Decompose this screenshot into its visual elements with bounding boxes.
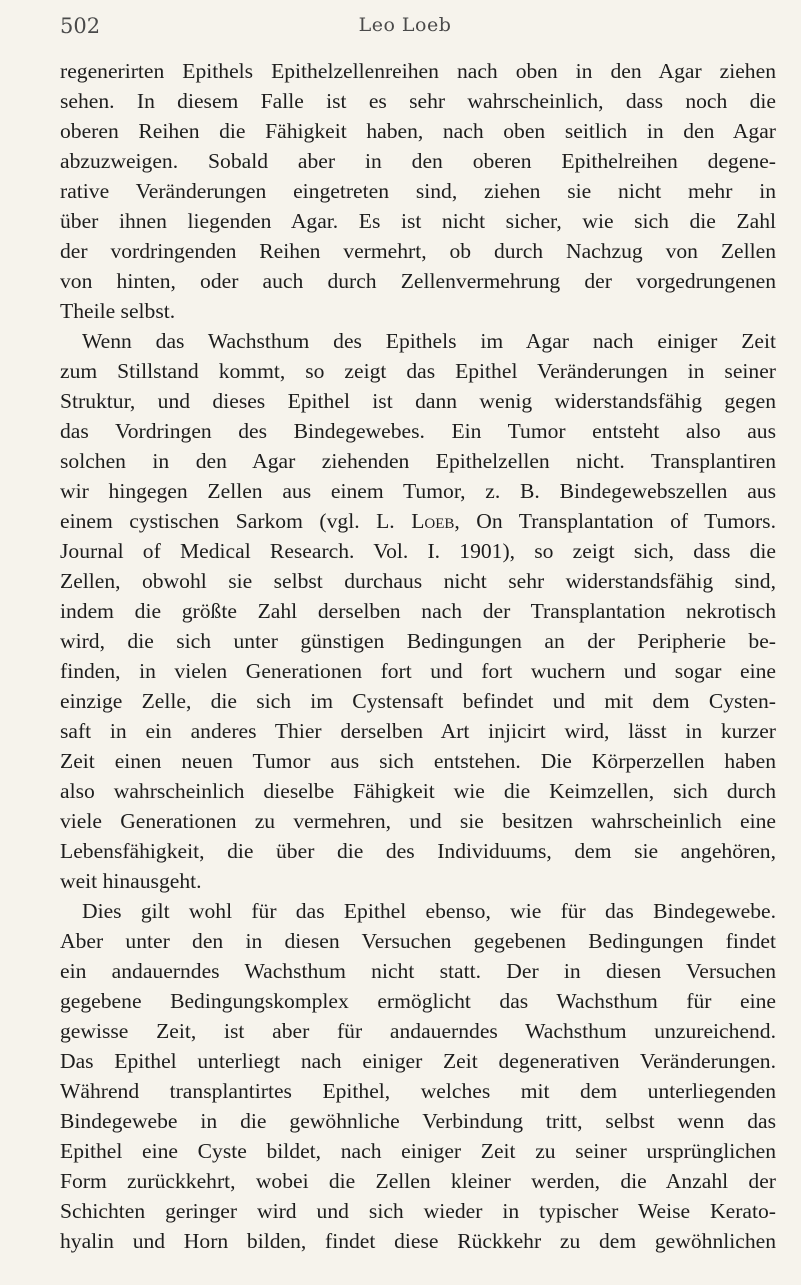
text-line: Aber unter den in diesen Versuchen gegebenen Bedingungen findet — [60, 929, 776, 953]
text-line: zum Stillstand kommt, so zeigt das Epithel Veränderungen in seiner — [60, 359, 776, 383]
text-line-with-citation — [60, 506, 776, 536]
text-line: Form zurückkehrt, wobei die Zellen kleiner werden, die Anzahl der — [60, 1169, 776, 1193]
text-line: Journal of Medical Research. Vol. I. 1901), so zeigt sich, dass die — [60, 539, 776, 563]
text-line: Zeit einen neuen Tumor aus sich entstehen. Die Körperzellen haben — [60, 749, 776, 773]
text-line: Das Epithel unterliegt nach einiger Zeit degenerativen Veränderungen. — [60, 1049, 776, 1073]
text-line: wird, die sich unter günstigen Bedingungen an der Peripherie be- — [60, 629, 776, 653]
text-line: saft in ein anderes Thier derselben Art injicirt wird, lässt in kurzer — [60, 719, 776, 743]
running-head: Leo Loeb — [358, 14, 452, 36]
text-line: Struktur, und dieses Epithel ist dann wenig widerstandsfähig gegen — [60, 389, 776, 413]
text-line: Während transplantirtes Epithel, welches mit dem unterliegenden — [60, 1079, 776, 1103]
text-line: Zellen, obwohl sie selbst durchaus nicht sehr widerstandsfähig sind, — [60, 569, 776, 593]
text-line: wir hingegen Zellen aus einem Tumor, z. B. Bindegewebszellen aus — [60, 479, 776, 503]
text-line: Wenn das Wachsthum des Epithels im Agar nach einiger Zeit — [82, 329, 776, 353]
citation-title: , On Transplantation of Tumors. — [454, 509, 776, 533]
body-text — [60, 56, 776, 1256]
text-line: gegebene Bedingungskomplex ermöglicht das Wachsthum für eine — [60, 989, 776, 1013]
text-line: Epithel eine Cyste bildet, nach einiger Zeit zu seiner ursprünglichen — [60, 1139, 776, 1163]
text-line: solchen in den Agar ziehenden Epithelzellen nicht. Transplantiren — [60, 449, 776, 473]
text-line: also wahrscheinlich dieselbe Fähigkeit wie die Keimzellen, sich durch — [60, 779, 776, 803]
text-line: oberen Reihen die Fähigkeit haben, nach oben seitlich in den Agar — [60, 119, 776, 143]
text-line: finden, in vielen Generationen fort und fort wuchern und sogar eine — [60, 659, 776, 683]
text-line: über ihnen liegenden Agar. Es ist nicht sicher, wie sich die Zahl — [60, 209, 776, 233]
text-line: der vordringenden Reihen vermehrt, ob durch Nachzug von Zellen — [60, 239, 776, 263]
text-line: weit hinausgeht. — [60, 869, 202, 893]
page-header — [60, 14, 750, 44]
citation-author: Loeb — [411, 509, 455, 533]
text-line: Bindegewebe in die gewöhnliche Verbindung tritt, selbst wenn das — [60, 1109, 776, 1133]
text-line: von hinten, oder auch durch Zellenvermehrung der vorgedrungenen — [60, 269, 776, 293]
text-line: gewisse Zeit, ist aber für andauerndes Wachsthum unzureichend. — [60, 1019, 776, 1043]
text-line: Lebensfähigkeit, die über die des Individuums, dem sie angehören, — [60, 839, 776, 863]
text-line: Schichten geringer wird und sich wieder in typischer Weise Kerato- — [60, 1199, 776, 1223]
text-line: viele Generationen zu vermehren, und sie besitzen wahrscheinlich eine — [60, 809, 776, 833]
citation-prefix: einem cystischen Sarkom (vgl. L. — [60, 509, 412, 533]
text-line: ein andauerndes Wachsthum nicht statt. Der in diesen Versuchen — [60, 959, 776, 983]
text-line: regenerirten Epithels Epithelzellenreihen nach oben in den Agar ziehen — [60, 59, 776, 83]
text-line: abzuzweigen. Sobald aber in den oberen Epithelreihen degene- — [60, 149, 776, 173]
text-line: einzige Zelle, die sich im Cystensaft befindet und mit dem Cysten- — [60, 689, 776, 713]
text-line: das Vordringen des Bindegewebes. Ein Tumor entsteht also aus — [60, 419, 776, 443]
text-line: indem die größte Zahl derselben nach der Transplantation nekrotisch — [60, 599, 776, 623]
text-line: Theile selbst. — [60, 299, 176, 323]
text-line: sehen. In diesem Falle ist es sehr wahrscheinlich, dass noch die — [60, 89, 776, 113]
text-line: Dies gilt wohl für das Epithel ebenso, wie für das Bindegewebe. — [82, 899, 776, 923]
text-line: hyalin und Horn bilden, findet diese Rückkehr zu dem gewöhnlichen — [60, 1229, 776, 1253]
text-line: rative Veränderungen eingetreten sind, ziehen sie nicht mehr in — [60, 179, 776, 203]
page-number: 502 — [60, 14, 101, 38]
